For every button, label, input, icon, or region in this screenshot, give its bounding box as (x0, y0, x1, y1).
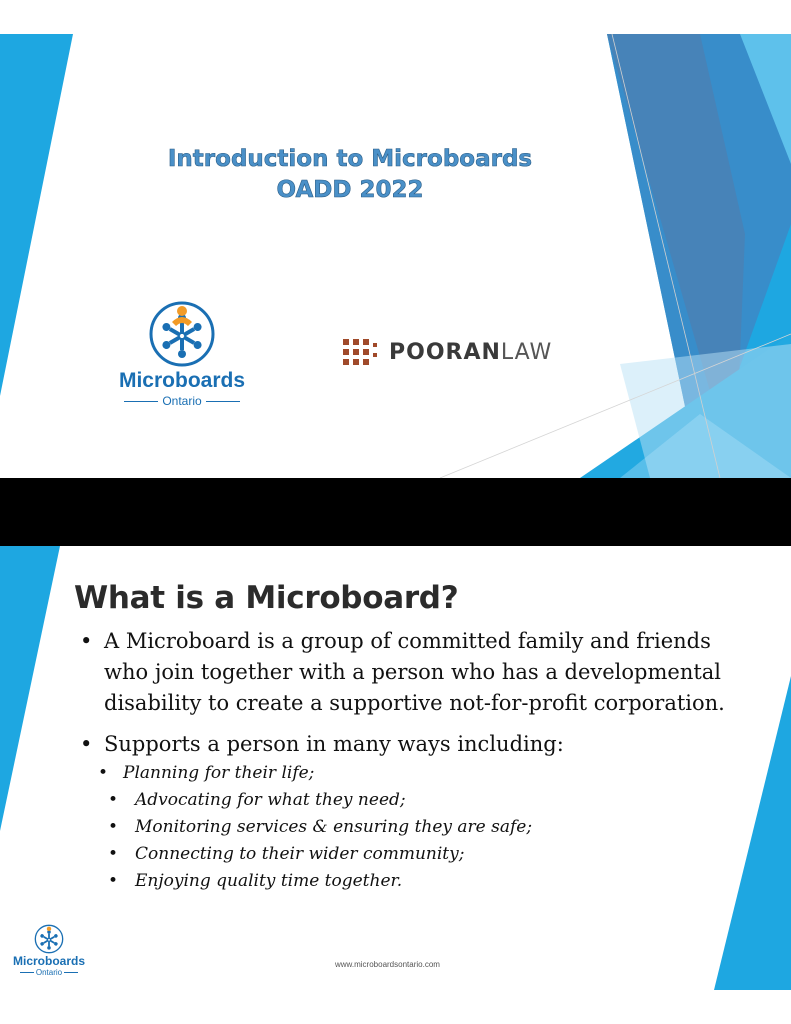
footer-logo (10, 924, 88, 978)
microboards-emblem-icon (34, 924, 64, 954)
left-accent-triangle (0, 34, 73, 396)
sub-bullet-dot-icon: • (108, 817, 119, 837)
title-line-2: OADD 2022 (276, 177, 424, 203)
pooran-bold-text: POORAN (389, 339, 501, 365)
sub-bullet-text: Advocating for what they need; (135, 790, 406, 810)
bullet-item (80, 626, 740, 719)
footer-logo-name: Microboards (12, 954, 85, 968)
bullet-text: Supports a person in many ways including: (104, 732, 564, 756)
sub-bullet-text: Planning for their life; (123, 763, 315, 783)
footer-logo-subtitle (10, 968, 88, 978)
bullet-list (80, 626, 740, 895)
logo-name: Microboards (118, 369, 246, 392)
sub-bullet-dot-icon: • (98, 763, 109, 783)
bullet-dot-icon: • (80, 732, 93, 756)
sub-bullet-item (80, 841, 740, 868)
slide1-background-shapes (0, 34, 791, 478)
bullet-text: A Microboard is a group of committed family and friends who join together with a person who has a developmental disability to create a supportive not-for-profit corporation. (104, 629, 725, 715)
sub-bullet-item (80, 787, 740, 814)
logo-subtitle-text: Ontario (162, 394, 202, 408)
pooran-dots-icon (343, 339, 381, 365)
logo-subtitle (102, 393, 262, 409)
slide-heading: What is a Microboard? (74, 580, 459, 616)
sub-bullet-item (80, 760, 740, 787)
content-slide (0, 546, 791, 990)
sub-bullet-text: Connecting to their wider community; (135, 844, 465, 864)
sub-bullet-item (80, 814, 740, 841)
bullet-dot-icon: • (80, 629, 93, 653)
sub-bullet-text: Enjoying quality time together. (135, 871, 403, 891)
sub-bullet-dot-icon: • (108, 790, 119, 810)
footer-logo-subtitle-text: Ontario (35, 968, 63, 977)
pooran-law-logo (343, 337, 552, 367)
left-accent-triangle (0, 546, 60, 831)
microboards-ontario-logo (102, 300, 262, 410)
sub-bullet-item (80, 868, 740, 895)
footer-url: www.microboardsontario.com (335, 960, 440, 969)
right-pale-triangle (620, 344, 791, 478)
slide-title (150, 144, 550, 206)
title-slide (0, 34, 791, 478)
sub-bullet-dot-icon: • (108, 844, 119, 864)
sub-bullet-text: Monitoring services & ensuring they are safe; (135, 817, 533, 837)
slide-divider (0, 478, 791, 546)
title-line-1: Introduction to Microboards (167, 146, 533, 172)
pooran-light-text: LAW (500, 339, 553, 365)
microboards-emblem-icon (148, 300, 216, 368)
sub-bullet-dot-icon: • (108, 871, 119, 891)
bullet-item (80, 729, 740, 760)
